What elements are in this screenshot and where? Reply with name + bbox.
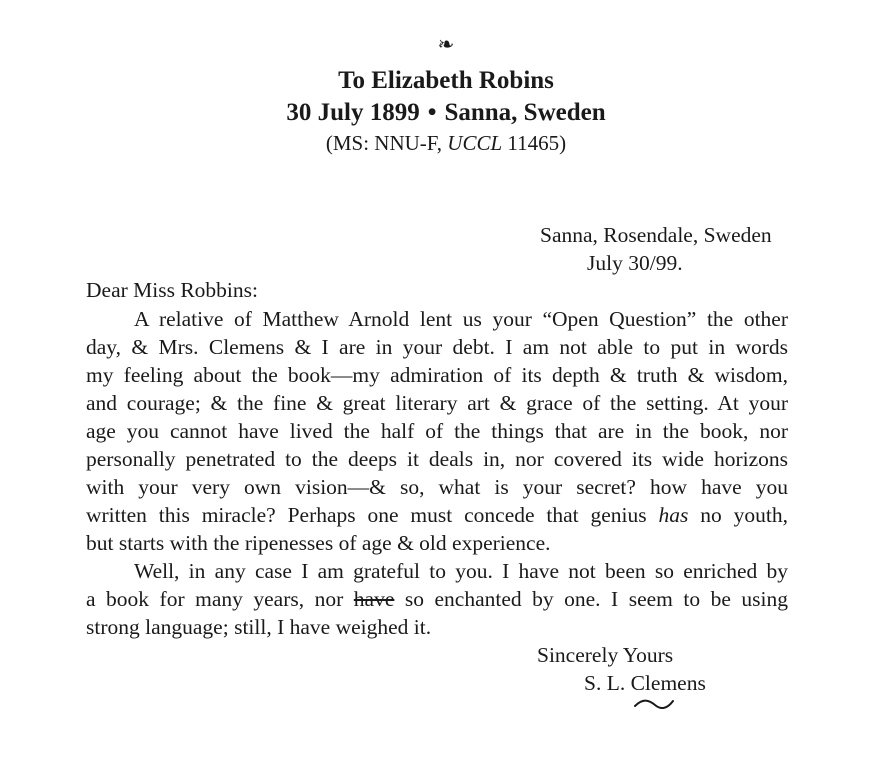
body-line: personally penetrated to the deeps it deals in, nor covered its wide horizons (86, 447, 788, 471)
salutation: Dear Miss Robbins: (86, 278, 258, 302)
body-line-part: no youth, (688, 503, 788, 527)
body-line: but starts with the ripenesses of age & old experience. (86, 531, 551, 555)
signature-flourish-icon (633, 696, 675, 712)
letter-date-heading: 30 July 1899 (286, 99, 420, 126)
letter-place-heading: Sanna, Sweden (444, 99, 606, 126)
letter-address: Sanna, Rosendale, Sweden (540, 223, 772, 247)
italic-emphasis: has (658, 503, 689, 527)
body-line: strong language; still, I have weighed it. (86, 615, 432, 639)
letter-date: July 30/99. (587, 251, 683, 275)
date-place-heading (0, 98, 892, 128)
body-line-part: written this miracle? Perhaps one must concede that genius (86, 503, 659, 527)
recipient-heading: To Elizabeth Robins (338, 67, 554, 94)
struck-word: have (353, 587, 395, 611)
manuscript-source (0, 130, 892, 156)
body-line: with your very own vision—& so, what is your secret? how have you (86, 475, 788, 499)
signature: S. L. Clemens (584, 671, 706, 695)
body-line (86, 585, 788, 613)
body-line (86, 501, 788, 529)
body-line: Well, in any case I am grateful to you. I have not been so enriched by (134, 559, 788, 583)
body-line: age you cannot have lived the half of the things that are in the book, nor (86, 419, 788, 443)
body-line: A relative of Matthew Arnold lent us your “Open Question” the other (134, 307, 788, 331)
body-line: and courage; & the fine & great literary art & grace of the setting. At your (86, 391, 788, 415)
ms-italic: UCCL (447, 131, 503, 155)
ms-prefix: (MS: NNU-F, (325, 131, 448, 155)
heading-separator: • (427, 99, 437, 126)
fleuron-ornament: ❧ (437, 34, 455, 56)
body-line: my feeling about the book—my admiration of its depth & truth & wisdom, (86, 363, 788, 387)
body-line: day, & Mrs. Clemens & I are in your debt. I am not able to put in words (86, 335, 788, 359)
ms-suffix: 11465) (502, 131, 567, 155)
closing: Sincerely Yours (537, 643, 674, 667)
body-line-part: a book for many years, nor (86, 587, 354, 611)
body-line-part: so enchanted by one. I seem to be using (394, 587, 788, 611)
